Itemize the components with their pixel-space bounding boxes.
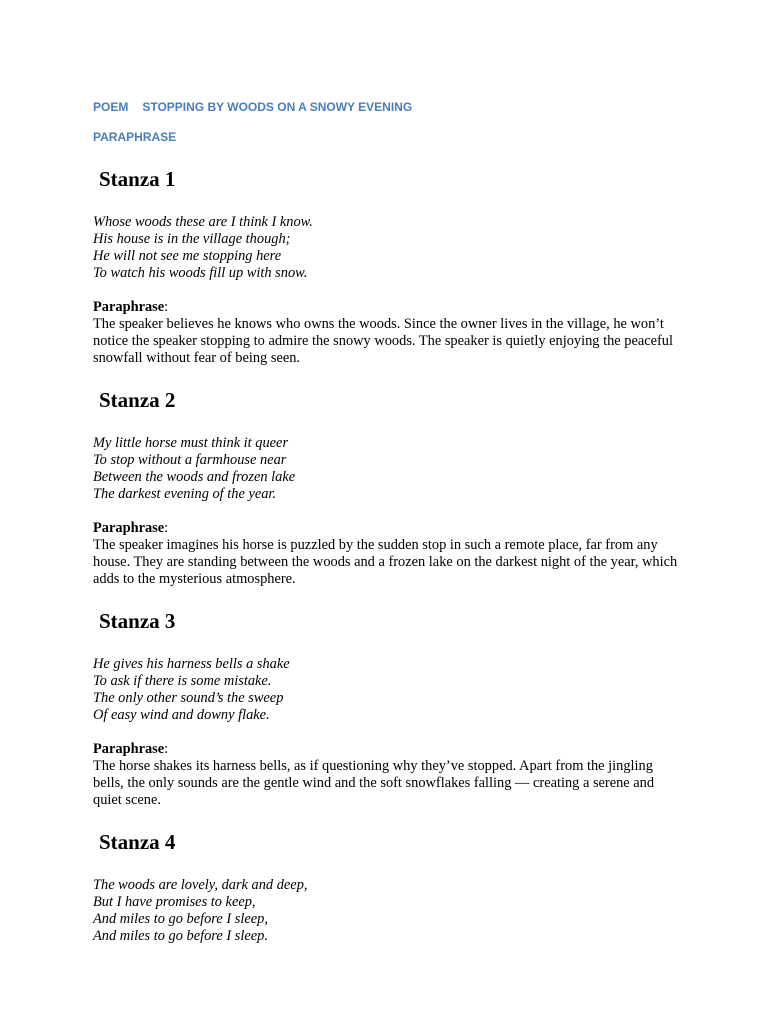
poem-line: My little horse must think it queer	[93, 435, 289, 451]
poem-line: Between the woods and frozen lake	[93, 469, 296, 485]
stanza-2	[93, 387, 678, 588]
poem-line: The darkest evening of the year.	[93, 486, 277, 502]
paraphrase-text: The horse shakes its harness bells, as if questioning why they’ve stopped. Apart from the jingling bells, the only sounds are the gentle wind and the soft snowflakes falling — creating a serene and quiet scene.	[93, 758, 655, 808]
stanza-heading: Stanza 2	[99, 388, 176, 412]
poem-label: POEM	[93, 100, 129, 114]
poem-line: And miles to go before I sleep.	[93, 928, 268, 944]
poem-line: The only other sound’s the sweep	[93, 690, 284, 706]
poem-line: His house is in the village though;	[93, 231, 291, 247]
poem-line: He will not see me stopping here	[93, 248, 282, 264]
poem-line: To ask if there is some mistake.	[93, 673, 272, 689]
stanza-heading: Stanza 3	[99, 609, 176, 633]
paraphrase-colon: :	[164, 299, 169, 315]
stanza-heading: Stanza 1	[99, 167, 176, 191]
paraphrase-colon: :	[164, 741, 169, 757]
paraphrase-label	[93, 741, 678, 758]
poem-lines	[93, 214, 678, 282]
paraphrase-text: The speaker imagines his horse is puzzled by the sudden stop in such a remote place, far from any house. They are standing between the woods and a frozen lake on the darkest night of the year, which adds to the mysterious atmosphere.	[93, 537, 678, 587]
poem-line: Of easy wind and downy flake.	[93, 707, 270, 723]
poem-lines	[93, 435, 678, 503]
paraphrase-text: The speaker believes he knows who owns the woods. Since the owner lives in the village, he won’t notice the speaker stopping to admire the snowy woods. The speaker is quietly enjoying the peaceful snowfall without fear of being seen.	[93, 316, 674, 366]
poem-line: But I have promises to keep,	[93, 894, 256, 910]
poem-line: The woods are lovely, dark and deep,	[93, 877, 308, 893]
poem-lines	[93, 656, 678, 724]
poem-line: He gives his harness bells a shake	[93, 656, 290, 672]
stanza-heading: Stanza 4	[99, 830, 176, 854]
stanza-3	[93, 608, 678, 809]
poem-line: To watch his woods fill up with snow.	[93, 265, 308, 281]
poem-line: And miles to go before I sleep,	[93, 911, 268, 927]
paraphrase-label-text: Paraphrase	[93, 741, 165, 757]
paraphrase-label-text: Paraphrase	[93, 299, 165, 315]
poem-line: To stop without a farmhouse near	[93, 452, 287, 468]
poem-lines	[93, 877, 678, 945]
paraphrase-label	[93, 299, 678, 316]
stanza-1	[93, 166, 678, 367]
paraphrase-label	[93, 520, 678, 537]
poem-title: STOPPING BY WOODS ON A SNOWY EVENING	[142, 100, 413, 114]
document-page	[93, 98, 678, 945]
poem-line: Whose woods these are I think I know.	[93, 214, 313, 230]
paraphrase-colon: :	[164, 520, 169, 536]
paraphrase-label-text: Paraphrase	[93, 520, 165, 536]
document-title	[93, 98, 678, 116]
section-label: PARAPHRASE	[93, 130, 177, 144]
stanza-4	[93, 829, 678, 945]
